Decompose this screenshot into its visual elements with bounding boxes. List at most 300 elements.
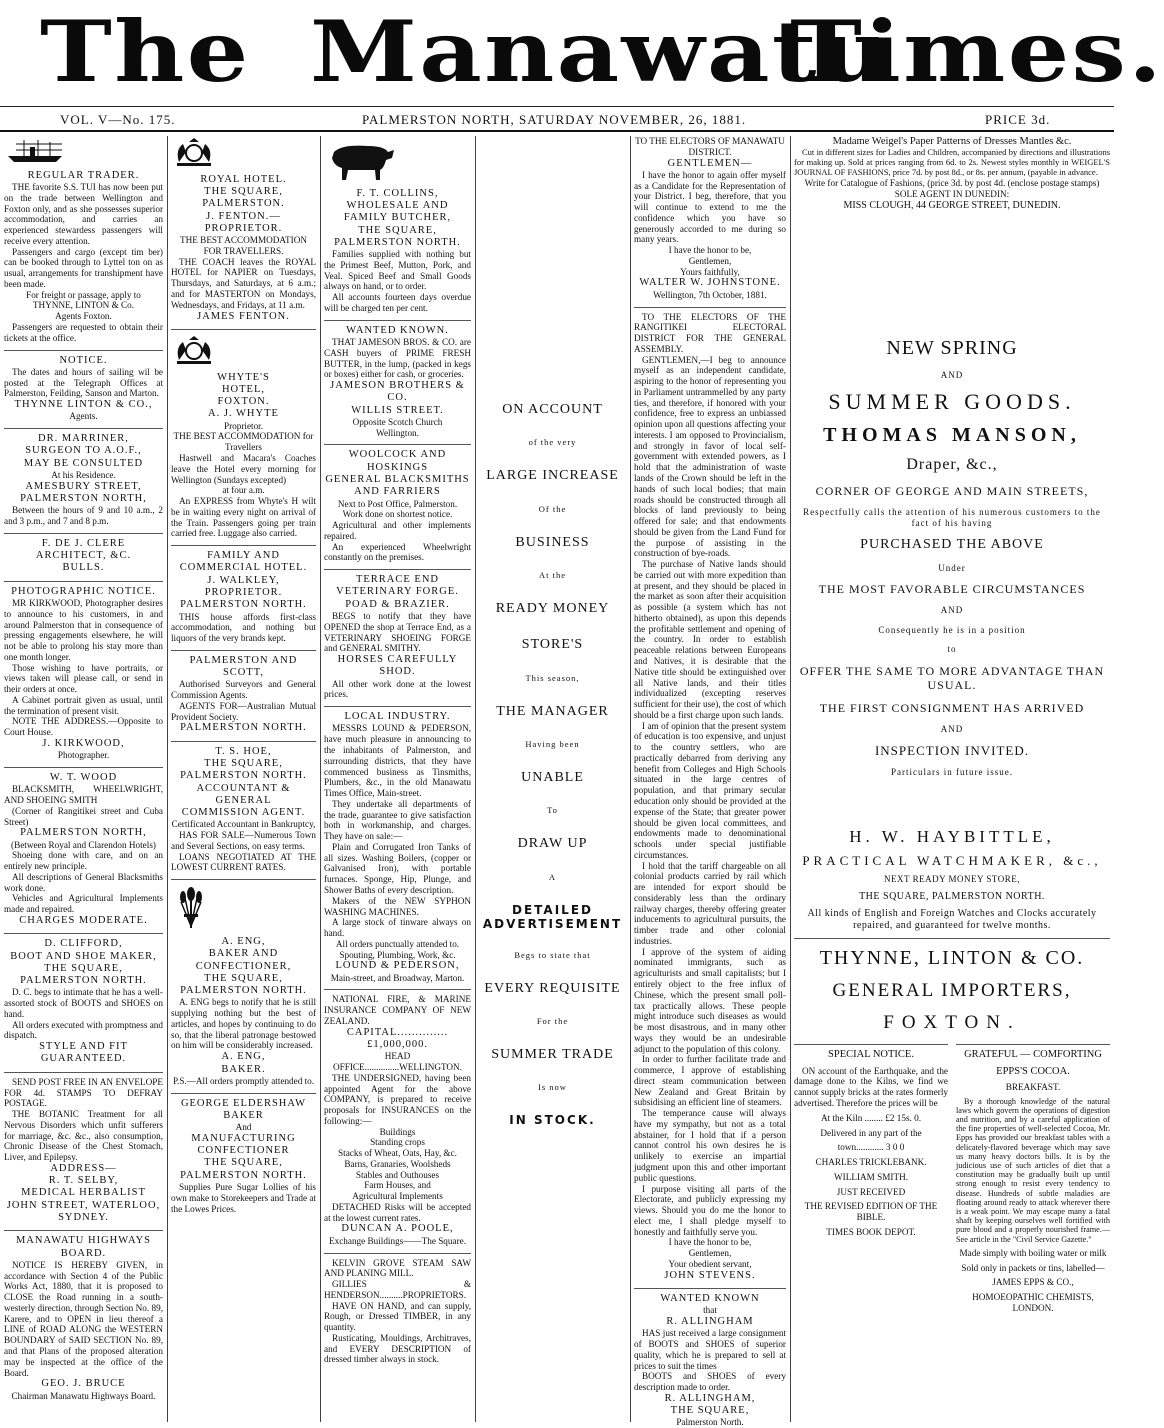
text-line: SURGEON TO A.O.F., [25, 445, 142, 457]
text-line: Consequently he is in a position [878, 624, 1026, 635]
text-line: Respectfully calls the attention of his numerous customers to the fact of his having [803, 507, 1101, 528]
text-line: Passengers are requested to obtain their tickets at the office. [4, 322, 163, 343]
text-line: P.S.—All orders promptly attended to. [172, 1075, 315, 1086]
text-line: WOOLCOCK AND HOSKINGS [348, 449, 447, 473]
text-line: FOXTON. [883, 1012, 1021, 1034]
advertisement-special [794, 1044, 948, 1317]
text-line: FOXTON. [217, 396, 270, 408]
text-line: Passengers and cargo (except tim ber) can be booked through to Lyttel ton on as usual, arrangements for transhipment have been made. [4, 246, 163, 289]
advertisement [171, 741, 316, 874]
text-line: Agents. [69, 411, 98, 422]
text-line: NOTICE IS HEREBY GIVEN, in accordance with Section 4 of the Public Works Act, 1880, that it is proposed to CLOSE the Road running in a south-westerly direction, through Section No. 89, Karere, and to OPEN in lieu thereof a LINE of ROAD ALONG the WESTERN BOUNDARY of SAID SECTION No. 89, and that Plans of the proposed alteration may be inspected at the office of the Board. [4, 1259, 163, 1378]
text-line: MESSRS LOUND & PEDERSON, have much pleasure in announcing to the inhabitants of Palmerston, and surrounding districts, that they have commenced business as Tinsmiths, Plumbers, &c., in the old Manawatu Times Office, Main-street. [324, 723, 471, 799]
text-line: All orders executed with promptness and dispatch. [4, 1019, 163, 1041]
store-notice-line: SUMMER TRADE [491, 1046, 614, 1062]
text-line: Photographer. [57, 750, 110, 761]
text-line: R. ALLINGHAM [666, 1315, 754, 1327]
text-line: THE SQUARE, [670, 1405, 750, 1417]
text-line: Madame Weigel's Paper Patterns of Dresses Mantles &c. [832, 136, 1072, 147]
text-line: at four a.m. [222, 485, 265, 496]
text-line: CHARLES TRICKLEBANK. [815, 1157, 927, 1168]
text-line: Work done on shortest notice. [342, 509, 453, 520]
text-line: THOMAS MANSON, [823, 423, 1081, 446]
text-line: At the Kiln ........ £2 15s. 0. [820, 1112, 922, 1123]
advertisement [4, 428, 163, 527]
text-line: I purpose visiting all parts of the Electorate, and publicly expressing my views. Should you do me the honor to elect me, I shall pledge myself to honestly and faithfully serve you. [634, 1183, 786, 1237]
sheaf-icon [171, 886, 316, 933]
advertisement [324, 138, 471, 314]
text-line: Standing crops [370, 1137, 425, 1148]
text-line: THE SQUARE, PALMERSTON NORTH. [180, 972, 307, 997]
text-line: THE favorite S.S. TUI has now been put on the trade between Wellington and Foxton only, and as she possesses superior accommodation, and carries an experienced stewardess passengers will receive every attention. [4, 182, 163, 246]
text-line: T. S. HOE, [215, 745, 272, 757]
text-line: Exchange Buildings——The Square. [328, 1235, 467, 1246]
store-notice-line: THE MANAGER [496, 703, 609, 719]
text-line: STYLE AND FIT GUARANTEED. [39, 1041, 128, 1065]
bull-icon [324, 138, 471, 185]
ship-icon [4, 138, 163, 167]
text-line: Farm Houses, and [364, 1180, 431, 1191]
text-line: J. WALKLEY, [207, 574, 280, 586]
text-line: PALMERSTON. [202, 198, 285, 210]
text-line: Particulars in future issue. [891, 767, 1013, 778]
text-line: Rusticating, Mouldings, Architraves, and EVERY DESCRIPTION of dressed timber always in stock. [324, 1332, 471, 1365]
advertisement [171, 1093, 316, 1215]
column-3 [324, 136, 471, 1422]
text-line: I have the honor to be, [668, 245, 752, 256]
text-line: JAMES EPPS & CO., [992, 1277, 1074, 1288]
text-line: A large stock of tinware always on hand. [324, 917, 471, 939]
store-notice-line: At the [538, 570, 566, 580]
crest-icon [171, 138, 316, 171]
text-line: MEDICAL HERBALIST [21, 1187, 146, 1199]
column-rule [320, 136, 321, 1422]
advertisement [4, 767, 163, 927]
advertisement-weigel-patterns [794, 136, 1110, 211]
text-line: For freight or passage, apply to [26, 289, 141, 300]
advertisement [4, 933, 163, 1066]
column-rule [790, 136, 791, 1422]
text-line: HOMOEOPATHIC CHEMISTS, LONDON. [972, 1292, 1094, 1313]
text-line: JOHN STEVENS. [664, 1269, 756, 1281]
masthead-title-times: Times. [790, 2, 1164, 101]
text-line: Certificated Accountant in Bankruptcy, [171, 819, 316, 830]
text-line: HEAD OFFICE...............WELLINGTON. [333, 1051, 462, 1072]
text-line: BAKER AND CONFECTIONER, [195, 948, 292, 972]
advertisement [4, 533, 163, 575]
text-line: I approve of the system of aiding nominated immigrants, such as agriculturists and small capitalists; but I entirely object to the free influx of Chinese, which the present small poll-tax practically allows. These people might introduce such diseases as would be most disastrous, and in many other ways they would be an undesirable adjunct to the population of this colony. [634, 946, 786, 1054]
text-line: SPECIAL NOTICE. [828, 1049, 914, 1061]
text-line: NEW SPRING [886, 337, 1018, 360]
text-line: A. ENG, [221, 1051, 266, 1063]
text-line: All descriptions of General Blacksmiths work done. [4, 871, 163, 893]
text-line: SUMMER GOODS. [828, 389, 1076, 415]
text-line: CORNER OF GEORGE AND MAIN STREETS, [815, 484, 1089, 499]
text-line: GILLIES & HENDERSON..........PROPRIETORS. [324, 1279, 471, 1300]
text-line: D. CLIFFORD, [44, 938, 123, 950]
two-column-ads [794, 1044, 1110, 1317]
advertisement [634, 1288, 786, 1428]
text-line: NATIONAL FIRE, & MARINE INSURANCE COMPANY OF NEW ZEALAND. [324, 994, 471, 1026]
text-line: Cut in different sizes for Ladies and Children, accompanied by directions and illustrations for making up. Sold at prices ranging from 6d. to 2s. Newest styles monthly in WEIGEL'S JOURNAL OF FASHIONS, price 7d. by post 8d., or 8s. per annum, (payable in advance. [794, 147, 1110, 178]
advertisement [4, 581, 163, 761]
text-line: SOLE AGENT IN DUNEDIN: [894, 188, 1010, 199]
text-line: WALTER W. JOHNSTONE. [639, 277, 781, 289]
text-line: THYNNE, LINTON & Co. [32, 300, 135, 311]
text-line: At his Residence. [51, 470, 116, 480]
text-line: Agricultural Implements [352, 1191, 443, 1202]
masthead-rule [0, 106, 1114, 107]
text-line: MANAWATU HIGHWAYS BOARD. [15, 1235, 152, 1259]
text-line: Agricultural and other implements repaired. [324, 520, 471, 541]
text-line: A. J. WHYTE [208, 408, 279, 420]
text-line: Between the hours of 9 and 10 a.m., 2 and 3 p.m., and 7 and 8 p.m. [4, 505, 163, 527]
text-line: By a thorough knowledge of the natural laws which govern the operations of digestion and nutrition, and by a careful application of the fine properties of well-selected Cocoa, Mr. Epps has provided our breakfast tables with a delicately-flavored beverage which may save us many heavy doctors bills. It is by the judicious use of such articles of diet that a constitution may be gradually built up until strong enough to resist every tendency to disease. Hundreds of subtle maladies are floating around ready to attack wherever there is a weak point. We may escape many a fatal shaft by keeping ourselves well fortified with pure blood and a properly nourished frame.—See article in the "Civil Service Gazette." [956, 1096, 1110, 1244]
advertisement [324, 569, 471, 700]
store-notice-line: READY MONEY [495, 600, 610, 616]
column-1 [4, 136, 163, 1422]
store-notice-line: UNABLE [521, 769, 584, 785]
text-line: ADDRESS— [50, 1162, 117, 1174]
text-line: BLACKSMITH, WHEELWRIGHT, AND SHOEING SMITH [4, 784, 163, 806]
text-line: All orders punctually attended to. [335, 938, 460, 949]
advertisement [324, 1253, 471, 1366]
advertisement [171, 879, 316, 1086]
text-line: (Corner of Rangitikei street and Cuba Street) [4, 805, 163, 827]
text-line: BREAKFAST. [1005, 1081, 1061, 1092]
text-line: Spouting, Plumbing, Work, &c. [339, 949, 456, 960]
store-notice-line: For the [536, 1015, 569, 1026]
spacer [794, 217, 1110, 337]
text-line: WANTED KNOWN [660, 1292, 760, 1304]
text-line: Authorised Surveyors and General Commission Agents. [171, 679, 316, 701]
advertisement [171, 138, 316, 323]
text-line: THE SQUARE, [204, 186, 283, 198]
text-line: WHOLESALE AND FAMILY BUTCHER, [343, 200, 452, 224]
text-line: HAVE ON HAND, and can supply, Rough, or Dressed TIMBER, in any quantity. [324, 1300, 471, 1333]
text-line: PALMERSTON NORTH. [180, 770, 307, 782]
text-line: GRATEFUL — COMFORTING [964, 1049, 1102, 1061]
text-line: BOOTS and SHOES of every description made to order. [634, 1371, 786, 1393]
store-notice-line: A [548, 871, 557, 882]
store-notice-line: BUSINESS [515, 534, 590, 550]
text-line: I hold that the tariff chargeable on all colonial products carried by rail which are intended for export should be considerably less than the ordinary railway charges, thereby offering greater inducements to agricultural pursuits, the timber trade and other colonial industries. [634, 860, 786, 946]
text-line: PALMERSTON NORTH, [20, 493, 147, 505]
text-line: R. ALLINGHAM, [664, 1392, 756, 1404]
text-line: Agents Foxton. [55, 311, 112, 322]
text-line: GENTLEMEN,—I beg to announce myself as an independent candidate, aspiring to the honor of representing you in Parliament untrammelled by any party ties, and therefore, if honored with your confidence, free to express an unbiassed opinion upon all questions affecting your interests. I am opposed to Provincialism, and strongly in favor of local self-government with extended powers, as I hold that the administration of waste lands of the Crown should be left in the hands of such local bodies; that main roads should be constructed through all blocks of land previously to being offered for sale; and that endowments should be given from the Land Fund for the purpose of assisting in the construction of bye-roads. [634, 354, 786, 559]
text-line: ON account of the Earthquake, and the damage done to the Kilns, we find we cannot supply bricks at the rates formerly advertised. Therefore the prices will be [794, 1065, 948, 1108]
text-line: LOANS NEGOTIATED AT THE LOWEST CURRENT RATES. [171, 851, 316, 873]
text-line: HAS FOR SALE—Numerous Town and Several Sections, on easy terms. [171, 830, 316, 851]
text-line: WILLIAM SMITH. [834, 1171, 908, 1182]
text-line: THAT JAMESON BROS. & CO. are CASH buyers of PRIME FRESH BUTTER, in the lump, (packed in kegs or boxes) either for cash, or groceries. [324, 337, 471, 380]
text-line: BEGS to notify that they have OPENED the shop at Terrace End, as a VETERINARY SHOEING FORGE and GENERAL SMITHY. [324, 611, 471, 654]
advertisement [324, 320, 471, 439]
text-line: NOTICE. [59, 354, 108, 366]
advertisement [4, 138, 163, 344]
place-and-date: PALMERSTON NORTH, SATURDAY NOVEMBER, 26, 1881. [362, 112, 747, 127]
text-line: EPPS'S COCOA. [996, 1065, 1070, 1077]
column-rule [167, 136, 168, 1422]
text-line: town............ 3 0 0 [837, 1142, 905, 1153]
text-line: LOUND & PEDERSON, [335, 960, 460, 972]
text-line: Next to Post Office, Palmerston. [337, 498, 458, 509]
text-line: THE SQUARE, PALMERSTON NORTH. [859, 890, 1045, 902]
advertisement [171, 545, 316, 644]
text-line: A Cabinet portrait given as usual, until the termination of present visit. [4, 694, 163, 716]
store-notice-line: To [547, 805, 558, 816]
text-line: THE MOST FAVORABLE CIRCUMSTANCES [818, 582, 1086, 597]
text-line: AND [940, 369, 964, 380]
text-line: MR KIRKWOOD, Photographer desires to announce to his customers, in and around Palmerston that in consequence of pressing engagements elsewhere, he will not be able to prolong his stay more than one month longer. [4, 597, 163, 662]
masthead-title-manawatu: Manawatu [310, 2, 892, 101]
text-line: PURCHASED THE ABOVE [860, 537, 1044, 553]
text-line: And [235, 1122, 252, 1133]
text-line: Hastwell and Macara's Coaches leave the Hotel every morning for Wellington (Sundays excepted) [171, 453, 316, 485]
text-line: GENTLEMEN— [667, 157, 753, 169]
text-line: A. ENG, [221, 936, 266, 948]
advertisement [634, 307, 786, 1282]
text-line: J. KIRKWOOD, [42, 737, 125, 749]
text-line: WILLIS STREET. [351, 404, 444, 416]
text-line: TERRACE END VETERINARY FORGE. [336, 574, 459, 598]
text-line: THYNNE LINTON & CO., [14, 399, 153, 411]
text-line: Wellington, 7th October, 1881. [653, 289, 767, 300]
price: PRICE 3d. [985, 112, 1051, 127]
text-line: A. ENG begs to notify that he is still supplying nothing but the best of articles, and hopes by continuing to do so, that the liberal patronage bestowed on him will be considerably increased. [171, 997, 316, 1051]
store-notice-line: Begs to state that [514, 949, 591, 960]
text-line: Buildings [379, 1126, 416, 1137]
text-line: The dates and hours of sailing wil be posted at the Telegraph Offices at Palmerston, Feilding, Sanson and Marton. [4, 366, 163, 399]
text-line: CHARGES MODERATE. [19, 914, 148, 926]
text-line: In order to further facilitate trade and commerce, I approve of establishing direct steam communication between New Zealand and Great Britain by subsidising an efficient line of steamers. [634, 1054, 786, 1108]
text-line: PALMERSTON NORTH. [334, 236, 461, 248]
text-line: Write for Catalogue of Fashions, (price 3d. by post 4d. (enclose postage stamps) [804, 178, 1100, 189]
text-line: Sold only in packets or tins, labelled— [961, 1262, 1105, 1273]
advertisement [4, 350, 163, 423]
text-line: Yours faithfully, [680, 266, 740, 277]
text-line: (Between Royal and Clarendon Hotels) [11, 839, 156, 850]
text-line: GENERAL BLACKSMITHS AND FARRIERS [325, 474, 470, 498]
text-line: COMMERCIAL HOTEL. [179, 562, 308, 574]
store-notice-line: DRAW UP [517, 836, 588, 852]
text-line: Delivered in any part of the [820, 1127, 922, 1138]
text-line: The temperance cause will always have my sympathy, but not as a total abstainer, for I hold that if a person cannot control his own desires he is unlikely to exercise an impartial judgment upon this and other important public questions. [634, 1108, 786, 1183]
advertisement [324, 989, 471, 1246]
store-notice-line: IN STOCK. [509, 1113, 596, 1128]
crest-icon [171, 336, 316, 369]
store-notice-line: DETAILED ADVERTISEMENT [482, 902, 623, 931]
text-line: JUST RECEIVED [836, 1186, 906, 1197]
text-line: HORSES CAREFULLY SHOD. [337, 654, 458, 678]
text-line: HOTEL, [221, 383, 266, 395]
text-line: GEORGE ELDERSHAW [180, 1097, 307, 1109]
column-rule [475, 136, 476, 1422]
text-line: BULLS. [62, 562, 105, 574]
text-line: MAY BE CONSULTED [23, 457, 144, 469]
store-notice-line: Having been [525, 739, 580, 749]
text-line: PALMERSTON NORTH. [20, 975, 147, 987]
text-line: Makers of the NEW SYPHON WASHING MACHINES. [324, 895, 471, 917]
text-line: Gentlemen, [688, 1248, 732, 1259]
text-line: Chairman Manawatu Highways Board. [11, 1390, 156, 1401]
spacer [479, 136, 626, 398]
text-line: THE SQUARE, PALMERSTON NORTH. [180, 1157, 307, 1181]
text-line: THIS house affords first-class accommodation, and nothing but liquors of the very brands kept. [171, 611, 316, 644]
text-line: ACCOUNTANT & GENERAL [196, 782, 291, 806]
text-line: PALMERSTON NORTH. [180, 599, 307, 611]
text-line: D. C. begs to intimate that he has a well-assorted stock of BOOTS and SHOES on hand. [4, 987, 163, 1019]
text-line: Proprietor. [223, 420, 264, 431]
text-line: R. T. SELBY, [48, 1175, 119, 1187]
text-line: PRACTICAL WATCHMAKER, &c., [802, 852, 1102, 868]
column-5 [634, 136, 786, 1428]
advertisement [324, 706, 471, 983]
text-line: I have the honor to be, [668, 1237, 752, 1248]
text-line: MANUFACTURING CONFECTIONER [191, 1132, 296, 1157]
text-line: An experienced Wheelwright constantly on the premises. [324, 541, 471, 563]
text-line: PALMERSTON AND SCOTT, [189, 654, 298, 679]
text-line: Wellington. [376, 427, 419, 438]
text-line: WHYTE'S [217, 371, 270, 383]
text-line: THYNNE, LINTON & CO. [819, 946, 1085, 969]
text-line: DUNCAN A. POOLE, [341, 1223, 454, 1235]
text-line: All accounts fourteen days overdue will be charged ten per cent. [324, 292, 471, 313]
text-line: Those wishing to have portraits, or views taken will please call, or send in their orders at once. [4, 662, 163, 695]
text-line: Main-street, and Broadway, Marton. [330, 972, 465, 983]
text-line: NOTE THE ADDRESS.—Opposite to Court House. [4, 716, 163, 738]
text-line: that [703, 1305, 717, 1316]
text-line: An EXPRESS from Whyte's H wilt be in waiting every night on arrival of the Train. Passengers going per train carried free. Luggage also carried. [171, 496, 316, 539]
text-line: THE SQUARE, [358, 224, 437, 236]
text-line: Plain and Corrugated Iron Tanks of all sizes. Washing Boilers, (copper or Galvanised Iron), with portable furnaces. Sponge, Hip, Plunge, and Shower Baths of every description. [324, 841, 471, 895]
text-line: PROPRIETOR. [204, 586, 283, 598]
text-line: I am of opinion that the present system of education is too expensive, and unjust to the country settlers, who are practically debarred from deriving any benefit from Colleges and High Schools situated in the large centres of population, and that primary secular education only should be provided at the expense of the State; that greater power should be given local committees, and endowments made to denominational schools under special justifiable circumstances. [634, 720, 786, 860]
text-line: Palmerston North. [676, 1417, 744, 1428]
store-notice-line: ON ACCOUNT [502, 402, 603, 417]
text-line: ARCHITECT, &C. [35, 550, 132, 562]
advertisement [171, 650, 316, 735]
text-line: AMESBURY STREET, [25, 480, 142, 492]
text-line: CAPITAL..............£1,000,000. [346, 1026, 449, 1050]
text-line: W. T. WOOD [49, 771, 118, 783]
text-line: THE BEST ACCOMMODATION for Travellers [173, 431, 314, 453]
advertisement-epps [956, 1044, 1110, 1317]
store-notice-line: STORE'S [521, 637, 584, 653]
column-2 [171, 136, 316, 1422]
text-line: MISS CLOUGH, 44 GEORGE STREET, DUNEDIN. [843, 199, 1061, 211]
text-line: PALMERSTON NORTH, [20, 827, 147, 839]
advertisement-thynne-linton [794, 938, 1110, 1035]
text-line: Made simply with boiling water or milk [959, 1247, 1107, 1258]
text-line: PALMERSTON NORTH. [180, 722, 307, 734]
text-line: THE REVISED EDITION OF THE BIBLE. [804, 1201, 938, 1223]
dateline-rule [0, 130, 1114, 132]
store-notice-line: Is now [538, 1082, 567, 1093]
text-line: THE BEST ACCOMMODATION FOR TRAVELLERS. [180, 235, 307, 256]
text-line: F. T. COLLINS, [356, 187, 439, 199]
column-4-ready-money-store [479, 136, 626, 1422]
text-line: DR. MARRINER, [38, 433, 129, 445]
text-line: DETACHED Risks will be accepted at the lowest current rates. [324, 1201, 471, 1223]
text-line: Barns, Granaries, Woolsheds [344, 1158, 451, 1169]
text-line: NEXT READY MONEY STORE, [883, 874, 1020, 884]
text-line: The purchase of Native lands should be carried out with more expedition than at present, and they should be placed in the market as soon after their acquisition as possible (a system which has not hitherto obtained), as upon this depends the profitable settlement and opening of the country. In order to establish peaceable relations between Europeans and Natives, it is desirable that the Native title should be extinguished over all Native lands, and their titles individualized (excepting reserves sufficient for their use), the cost of which should be a first charge upon such lands. [634, 559, 786, 720]
text-line: TO THE ELECTORS OF MANAWATU DISTRICT. [635, 136, 785, 157]
text-line: AGENTS FOR—Australian Mutual Provident Society. [171, 700, 316, 722]
text-line: FAMILY AND [207, 550, 280, 562]
advertisement [4, 1072, 163, 1225]
text-line: Stacks of Wheat, Oats, Hay, &c. [338, 1148, 457, 1159]
text-line: THE BOTANIC Treatment for all Nervous Disorders which unfit sufferers for marriage, &c. &c., also consumption, Chronic Disease of the Chest Stomach, Liver, and Epilepsy. [4, 1109, 163, 1163]
store-notice-line: LARGE INCREASE [486, 468, 619, 484]
text-line: KELVIN GROVE STEAM SAW AND PLANING MILL. [324, 1257, 471, 1279]
text-line: INSPECTION INVITED. [874, 743, 1030, 759]
text-line: BAKER. [221, 1063, 266, 1075]
text-line: LOCAL INDUSTRY. [344, 711, 451, 723]
text-line: OFFER THE SAME TO MORE ADVANTAGE THAN USUAL. [799, 663, 1105, 692]
store-notice-line: of the very [528, 437, 577, 448]
masthead [0, 0, 1164, 104]
text-line: ROYAL HOTEL. [200, 173, 287, 185]
text-line: AND [940, 723, 964, 734]
text-line: JOHN STREET, WATERLOO, SYDNEY. [6, 1199, 161, 1224]
text-line: I have the honor to again offer myself as a Candidate for the Representation of your District. I beg, therefore, that you will continue to extend to me the confidence which you have so generously accorded to me during so many years. [634, 169, 786, 245]
text-line: H. W. HAYBITTLE, [849, 826, 1055, 846]
text-line: F. DE J. CLERE [41, 537, 126, 549]
advertisement-thomas-manson [794, 337, 1110, 778]
text-line: Opposite Scotch Church [352, 416, 443, 427]
text-line: THE UNDERSIGNED, having been appointed Agent for the above COMPANY, is prepared to receive proposals for INSURANCES on the following:— [324, 1072, 471, 1126]
text-line: THE FIRST CONSIGNMENT HAS ARRIVED [819, 700, 1085, 715]
text-line: Your obedient servant, [668, 1258, 752, 1269]
text-line: Vehicles and Agricultural Implements made and repaired. [4, 893, 163, 915]
masthead-title-the: The [40, 2, 251, 101]
text-line: GENERAL IMPORTERS, [832, 979, 1072, 1001]
text-line: AND [940, 605, 964, 616]
spacer [794, 787, 1110, 827]
advertisement [4, 1230, 163, 1401]
text-line: J. FENTON.—PROPRIETOR. [204, 210, 283, 234]
text-line: to [947, 644, 957, 655]
text-line: TO THE ELECTORS OF THE RANGITIKEI ELECTORAL DISTRICT FOR THE GENERAL ASSEMBLY. [634, 311, 786, 354]
advertisement [634, 136, 786, 301]
text-line: Families supplied with nothing but the Primest Beef, Mutton, Pork, and Veal. Spiced Beef and Small Goods always on hand, or to order. [324, 249, 471, 292]
text-line: Supplies Pure Sugar Lollies of his own make to Storekeepers and Trade at the Lowes Prices. [171, 1182, 316, 1214]
text-line: POAD & BRAZIER. [345, 598, 450, 610]
text-line: JAMESON BROTHERS & CO. [330, 380, 465, 404]
text-line: HAS just received a large consignment of BOOTS and SHOES of superior quality, which he is prepared to sell at prices to suit the times [634, 1328, 786, 1371]
text-line: GEO. J. BRUCE [41, 1378, 126, 1390]
text-line: Gentlemen, [688, 255, 732, 266]
text-line: THE COACH leaves the ROYAL HOTEL for NAPIER on Tuesdays, Thursdays, and Saturdays, at 6 a.m.; and for MASTERTON on Mondays, Wednesdays, and Fridays, at 11 a.m. [171, 256, 316, 310]
text-line: TIMES BOOK DEPOT. [826, 1226, 916, 1237]
text-line: Draper, &c., [906, 456, 998, 474]
text-line: THE SQUARE, [204, 758, 283, 770]
text-line: SEND POST FREE IN AN ENVELOPE FOR 4d. STAMPS TO DEFRAY POSTAGE. [4, 1076, 163, 1109]
text-line: COMMISSION AGENT. [181, 807, 306, 819]
text-line: Under [938, 562, 966, 573]
text-line: BAKER [223, 1109, 264, 1121]
column-6 [794, 136, 1110, 1422]
advertisement [171, 329, 316, 539]
store-notice-line: Of the [538, 503, 567, 514]
text-line: Shoeing done with care, and on an entirely new principle. [4, 850, 163, 872]
text-line: PHOTOGRAPHIC NOTICE. [11, 585, 156, 597]
advertisement-haybittle [794, 827, 1110, 932]
text-line: They undertake all departments of the trade, guarantee to give satisfaction both in workmanship, and charges. They have on sale:— [324, 798, 471, 842]
